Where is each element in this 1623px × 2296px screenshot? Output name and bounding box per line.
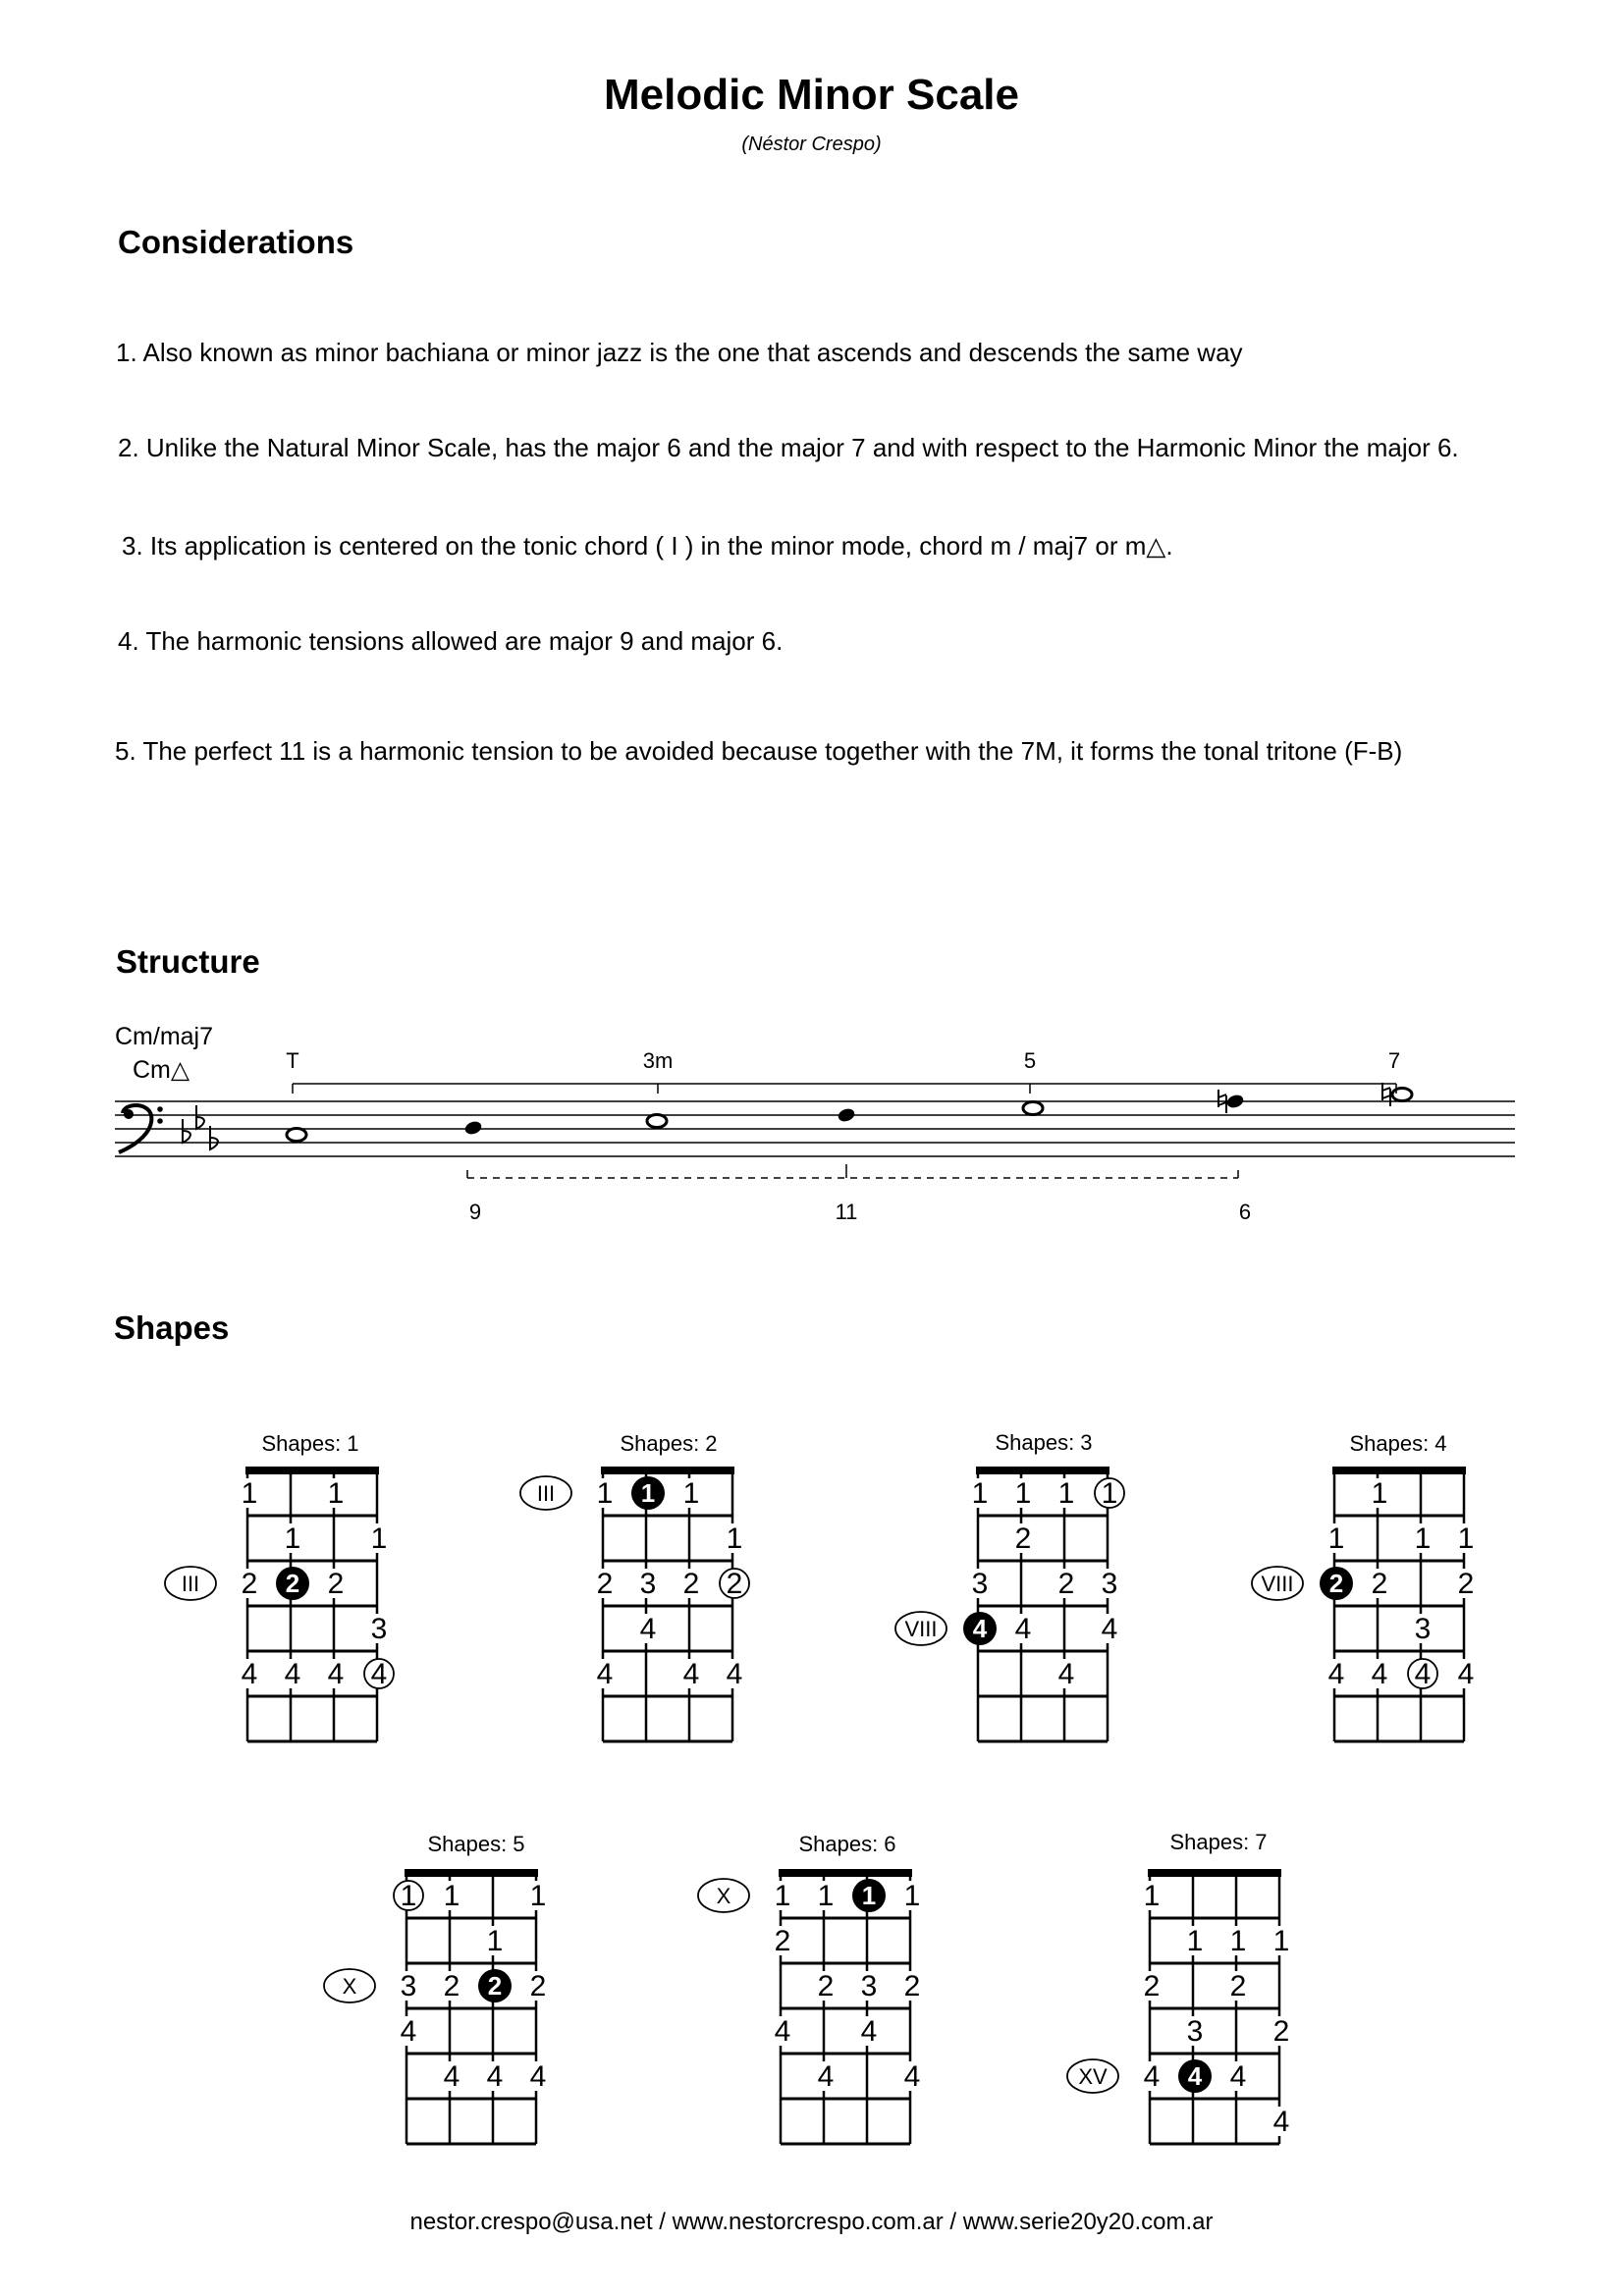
structure-heading: Structure: [116, 943, 260, 980]
finger-number: [816, 1880, 836, 1912]
nut: [245, 1467, 379, 1474]
svg-text:4: 4: [1143, 2060, 1161, 2093]
position-marker: [165, 1567, 216, 1600]
finger-number: [240, 1477, 259, 1510]
svg-text:1: 1: [1143, 1880, 1161, 1912]
shape-title-4: Shapes: 4: [1349, 1431, 1447, 1456]
svg-text:2: 2: [726, 1568, 743, 1600]
chord-tone-fifth: 5: [1023, 1048, 1037, 1073]
svg-text:1: 1: [327, 1477, 345, 1510]
position-marker: [324, 1969, 375, 2002]
root-note-dot: [963, 1612, 997, 1645]
consideration-item-5: 5. The perfect 11 is a harmonic tension to be avoided because together with the 7M, it forms the tonal tritone (F-B): [115, 736, 1403, 766]
svg-text:1: 1: [1186, 1925, 1204, 1957]
position-label: III: [536, 1481, 556, 1506]
svg-text:4: 4: [1187, 2061, 1203, 2091]
finger-number: [1413, 1613, 1433, 1645]
fretboard-diagram-6: [698, 1869, 922, 2144]
svg-text:4: 4: [327, 1658, 345, 1690]
considerations-heading: Considerations: [118, 224, 354, 260]
svg-text:2: 2: [285, 1569, 300, 1598]
root-note-dot: [1320, 1567, 1353, 1600]
svg-text:4: 4: [1457, 1658, 1475, 1690]
finger-number: [1013, 1613, 1033, 1645]
position-label: X: [716, 1884, 731, 1908]
svg-text:2: 2: [774, 1925, 791, 1957]
svg-text:1: 1: [486, 1925, 504, 1957]
finger-number: [1013, 1477, 1033, 1510]
svg-text:4: 4: [1101, 1613, 1118, 1645]
finger-number: [902, 2060, 922, 2093]
circled-finger: [1408, 1658, 1437, 1690]
svg-text:1: 1: [1101, 1477, 1118, 1510]
svg-text:2: 2: [1457, 1568, 1475, 1600]
svg-text:3: 3: [400, 1970, 417, 2002]
fretboard-diagram-7: [1067, 1869, 1291, 2144]
finger-number: [528, 2060, 548, 2093]
finger-number: [1228, 1970, 1248, 2002]
position-label: XV: [1078, 2064, 1108, 2089]
position-label: III: [181, 1572, 200, 1596]
finger-number: [773, 1925, 792, 1957]
svg-text:1: 1: [1457, 1522, 1475, 1555]
svg-text:1: 1: [284, 1522, 301, 1555]
finger-number: [1271, 1925, 1291, 1957]
svg-text:4: 4: [400, 2015, 417, 2048]
svg-text:2: 2: [1272, 2015, 1290, 2048]
svg-text:2: 2: [487, 1971, 503, 2001]
finger-number: [240, 1568, 259, 1600]
root-note-dot: [631, 1476, 665, 1510]
svg-text:1: 1: [241, 1477, 258, 1510]
svg-text:1: 1: [1371, 1477, 1388, 1510]
svg-text:4: 4: [443, 2060, 460, 2093]
fretboard-diagram-1: [165, 1467, 394, 1741]
svg-text:2: 2: [1371, 1568, 1388, 1600]
svg-text:2: 2: [1143, 1970, 1161, 2002]
svg-text:4: 4: [903, 2060, 921, 2093]
shape-title-3: Shapes: 3: [995, 1430, 1093, 1455]
finger-number: [1456, 1522, 1476, 1555]
nut: [405, 1869, 538, 1877]
finger-number: [725, 1658, 744, 1690]
svg-text:1: 1: [596, 1477, 614, 1510]
svg-text:2: 2: [1229, 1970, 1247, 2002]
shape-title-5: Shapes: 5: [427, 1832, 525, 1856]
chord-tone-third: 3m: [642, 1048, 674, 1073]
finger-number: [1326, 1658, 1346, 1690]
svg-text:4: 4: [529, 2060, 547, 2093]
chord-tone-seventh: 7: [1387, 1048, 1401, 1073]
position-marker: [1252, 1567, 1303, 1600]
svg-text:3: 3: [860, 1970, 878, 2002]
chord-name-1: Cm/maj7: [115, 1023, 214, 1050]
finger-number: [1142, 1880, 1162, 1912]
svg-text:4: 4: [370, 1658, 388, 1690]
position-marker: [698, 1879, 749, 1912]
svg-text:2: 2: [327, 1568, 345, 1600]
finger-number: [638, 1613, 658, 1645]
svg-text:3: 3: [1101, 1568, 1118, 1600]
svg-text:1: 1: [971, 1477, 989, 1510]
finger-number: [528, 1880, 548, 1912]
svg-text:4: 4: [1057, 1658, 1075, 1690]
finger-number: [1056, 1568, 1076, 1600]
finger-number: [773, 1880, 792, 1912]
tension-11: 11: [835, 1200, 858, 1224]
nut: [1332, 1467, 1466, 1474]
svg-text:1: 1: [903, 1880, 921, 1912]
svg-text:4: 4: [860, 2015, 878, 2048]
finger-number: [816, 1970, 836, 2002]
circled-finger: [720, 1568, 749, 1600]
svg-text:4: 4: [1272, 2106, 1290, 2138]
page-title: Melodic Minor Scale: [604, 71, 1019, 119]
finger-number: [369, 1613, 389, 1645]
shape-title-1: Shapes: 1: [261, 1431, 359, 1456]
circled-finger: [1095, 1477, 1124, 1510]
svg-text:4: 4: [682, 1658, 700, 1690]
finger-number: [1100, 1568, 1119, 1600]
svg-text:2: 2: [596, 1568, 614, 1600]
finger-number: [595, 1568, 615, 1600]
nut: [601, 1467, 734, 1474]
consideration-item-2: 2. Unlike the Natural Minor Scale, has the major 6 and the major 7 and with respect to the Harmonic Minor the major 6.: [118, 433, 1459, 462]
svg-text:2: 2: [682, 1568, 700, 1600]
svg-text:3: 3: [1414, 1613, 1432, 1645]
svg-text:2: 2: [529, 1970, 547, 2002]
finger-number: [1370, 1658, 1389, 1690]
circled-finger: [364, 1658, 394, 1690]
finger-number: [1142, 1970, 1162, 2002]
finger-number: [1185, 1925, 1205, 1957]
finger-number: [1271, 2015, 1291, 2048]
svg-text:1: 1: [1014, 1477, 1032, 1510]
position-marker: [895, 1612, 947, 1645]
finger-number: [1100, 1613, 1119, 1645]
svg-text:1: 1: [370, 1522, 388, 1555]
finger-number: [681, 1568, 701, 1600]
finger-number: [369, 1522, 389, 1555]
svg-text:1: 1: [1414, 1522, 1432, 1555]
finger-number: [485, 1925, 505, 1957]
svg-text:4: 4: [774, 2015, 791, 2048]
circled-finger: [394, 1880, 423, 1912]
finger-number: [902, 1880, 922, 1912]
finger-number: [638, 1568, 658, 1600]
finger-number: [773, 2015, 792, 2048]
svg-text:3: 3: [1186, 2015, 1204, 2048]
finger-number: [326, 1477, 346, 1510]
svg-text:3: 3: [639, 1568, 657, 1600]
svg-text:2: 2: [443, 1970, 460, 2002]
svg-text:1: 1: [682, 1477, 700, 1510]
svg-text:4: 4: [726, 1658, 743, 1690]
svg-text:2: 2: [1328, 1569, 1344, 1598]
finger-number: [399, 1970, 418, 2002]
svg-text:2: 2: [903, 1970, 921, 2002]
finger-number: [485, 2060, 505, 2093]
fretboard-diagram-2: [520, 1467, 749, 1741]
position-label: VIII: [1261, 1572, 1294, 1596]
svg-text:1: 1: [400, 1880, 417, 1912]
svg-text:4: 4: [817, 2060, 835, 2093]
fretboard-diagram-4: [1252, 1467, 1476, 1741]
position-label: X: [342, 1974, 357, 1999]
root-note-dot: [1178, 2059, 1212, 2093]
finger-number: [1056, 1658, 1076, 1690]
finger-number: [1326, 1522, 1346, 1555]
chord-tone-root: T: [286, 1048, 299, 1073]
svg-text:2: 2: [241, 1568, 258, 1600]
nut: [779, 1869, 912, 1877]
svg-text:1: 1: [861, 1881, 877, 1910]
finger-number: [283, 1658, 302, 1690]
finger-number: [1056, 1477, 1076, 1510]
consideration-item-1: 1. Also known as minor bachiana or minor jazz is the one that ascends and descends the same way: [116, 338, 1243, 367]
svg-text:4: 4: [241, 1658, 258, 1690]
finger-number: [902, 1970, 922, 2002]
svg-text:4: 4: [284, 1658, 301, 1690]
shape-title-6: Shapes: 6: [798, 1832, 896, 1856]
svg-text:4: 4: [486, 2060, 504, 2093]
author: (Néstor Crespo): [741, 133, 882, 155]
finger-number: [326, 1568, 346, 1600]
root-note-dot: [276, 1567, 309, 1600]
svg-text:4: 4: [1414, 1658, 1432, 1690]
position-label: VIII: [904, 1617, 938, 1641]
finger-number: [528, 1970, 548, 2002]
finger-number: [681, 1477, 701, 1510]
svg-text:1: 1: [1327, 1522, 1345, 1555]
svg-text:1: 1: [1057, 1477, 1075, 1510]
fretboard-diagram-3: [895, 1467, 1124, 1741]
svg-text:3: 3: [370, 1613, 388, 1645]
finger-number: [595, 1477, 615, 1510]
svg-text:2: 2: [1057, 1568, 1075, 1600]
finger-number: [859, 1970, 879, 2002]
svg-text:2: 2: [1014, 1522, 1032, 1555]
shape-title-7: Shapes: 7: [1169, 1830, 1268, 1854]
svg-text:1: 1: [1272, 1925, 1290, 1957]
finger-number: [681, 1658, 701, 1690]
svg-text:1: 1: [774, 1880, 791, 1912]
finger-number: [1271, 2106, 1291, 2138]
finger-number: [1456, 1568, 1476, 1600]
nut: [1148, 1869, 1281, 1877]
finger-number: [442, 1880, 461, 1912]
finger-number: [816, 2060, 836, 2093]
svg-text:3: 3: [971, 1568, 989, 1600]
footer-contact: nestor.crespo@usa.net / www.nestorcrespo.com.ar / www.serie20y20.com.ar: [409, 2209, 1214, 2235]
finger-number: [283, 1522, 302, 1555]
nut: [976, 1467, 1109, 1474]
fretboard-diagram-5: [324, 1869, 548, 2144]
root-note-dot: [478, 1969, 512, 2002]
svg-text:4: 4: [639, 1613, 657, 1645]
svg-text:4: 4: [1014, 1613, 1032, 1645]
svg-text:1: 1: [817, 1880, 835, 1912]
svg-text:1: 1: [529, 1880, 547, 1912]
finger-number: [1142, 2060, 1162, 2093]
finger-number: [442, 2060, 461, 2093]
chord-name-2: Cm△: [133, 1056, 190, 1084]
finger-number: [970, 1568, 990, 1600]
position-marker: [1067, 2059, 1118, 2093]
finger-number: [1370, 1477, 1389, 1510]
consideration-item-4: 4. The harmonic tensions allowed are major 9 and major 6.: [118, 626, 784, 656]
svg-text:2: 2: [817, 1970, 835, 2002]
finger-number: [1413, 1522, 1433, 1555]
finger-number: [399, 2015, 418, 2048]
finger-number: [1228, 2060, 1248, 2093]
finger-number: [859, 2015, 879, 2048]
svg-text:1: 1: [640, 1478, 656, 1508]
svg-text:1: 1: [726, 1522, 743, 1555]
finger-number: [442, 1970, 461, 2002]
finger-number: [725, 1522, 744, 1555]
svg-text:1: 1: [1229, 1925, 1247, 1957]
finger-number: [326, 1658, 346, 1690]
position-marker: [520, 1476, 571, 1510]
finger-number: [970, 1477, 990, 1510]
tension-6: 6: [1238, 1200, 1252, 1224]
tension-9: 9: [468, 1200, 482, 1224]
svg-text:4: 4: [1371, 1658, 1388, 1690]
finger-number: [240, 1658, 259, 1690]
finger-number: [1370, 1568, 1389, 1600]
svg-text:4: 4: [596, 1658, 614, 1690]
consideration-item-3: 3. Its application is centered on the tonic chord ( I ) in the minor mode, chord m / maj7 or m△.: [122, 531, 1173, 561]
svg-text:1: 1: [443, 1880, 460, 1912]
root-note-dot: [852, 1879, 886, 1912]
svg-text:4: 4: [1327, 1658, 1345, 1690]
shapes-heading: Shapes: [114, 1309, 230, 1346]
finger-number: [1456, 1658, 1476, 1690]
finger-number: [595, 1658, 615, 1690]
svg-text:4: 4: [972, 1614, 988, 1643]
finger-number: [1013, 1522, 1033, 1555]
svg-text:4: 4: [1229, 2060, 1247, 2093]
shape-title-2: Shapes: 2: [620, 1431, 718, 1456]
finger-number: [1185, 2015, 1205, 2048]
finger-number: [1228, 1925, 1248, 1957]
